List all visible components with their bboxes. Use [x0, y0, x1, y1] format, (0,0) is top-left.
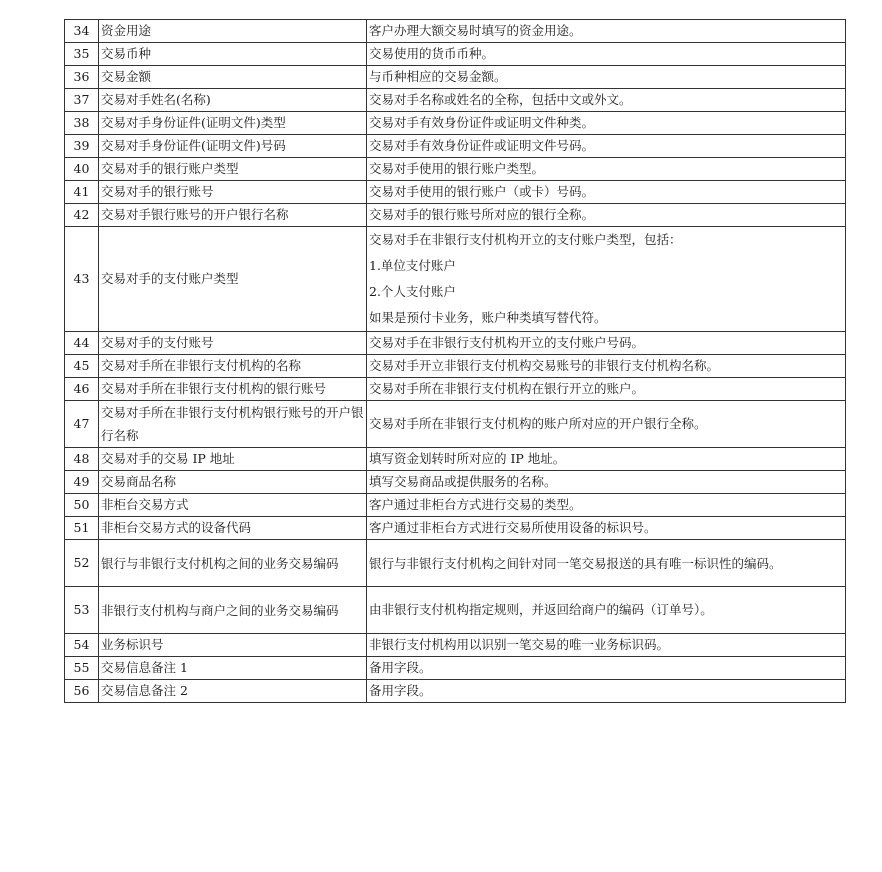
- field-name: 非柜台交易方式: [99, 494, 367, 517]
- field-name: 交易对手银行账号的开户银行名称: [99, 204, 367, 227]
- table-row: [65, 517, 846, 540]
- field-description: 交易对手有效身份证件或证明文件种类。: [367, 112, 846, 135]
- field-name: 交易金额: [99, 66, 367, 89]
- field-name: 交易对手身份证件(证明文件)类型: [99, 112, 367, 135]
- row-number: 52: [65, 540, 99, 587]
- field-description: 交易对手的银行账号所对应的银行全称。: [367, 204, 846, 227]
- table-row: [65, 158, 846, 181]
- row-number: 37: [65, 89, 99, 112]
- table-row: [65, 135, 846, 158]
- table-row: [65, 181, 846, 204]
- field-description: 填写资金划转时所对应的 IP 地址。: [367, 448, 846, 471]
- row-number: 41: [65, 181, 99, 204]
- field-description: 交易使用的货币币种。: [367, 43, 846, 66]
- field-name: 非银行支付机构与商户之间的业务交易编码: [99, 587, 367, 634]
- field-description: 与币种相应的交易金额。: [367, 66, 846, 89]
- field-description: 备用字段。: [367, 680, 846, 703]
- table-row: [65, 355, 846, 378]
- row-number: 56: [65, 680, 99, 703]
- row-number: 44: [65, 332, 99, 355]
- field-name: 交易对手所在非银行支付机构的名称: [99, 355, 367, 378]
- row-number: 49: [65, 471, 99, 494]
- row-number: 54: [65, 634, 99, 657]
- row-number: 43: [65, 227, 99, 332]
- row-number: 40: [65, 158, 99, 181]
- field-name: 交易信息备注 2: [99, 680, 367, 703]
- table-row: [65, 587, 846, 634]
- field-description: 交易对手名称或姓名的全称，包括中文或外文。: [367, 89, 846, 112]
- field-description: 交易对手有效身份证件或证明文件号码。: [367, 135, 846, 158]
- field-name: 业务标识号: [99, 634, 367, 657]
- field-description: 银行与非银行支付机构之间针对同一笔交易报送的具有唯一标识性的编码。: [367, 540, 846, 587]
- field-description: [367, 227, 846, 332]
- field-name: 交易对手姓名(名称): [99, 89, 367, 112]
- row-number: 51: [65, 517, 99, 540]
- field-name: 交易对手所在非银行支付机构的银行账号: [99, 378, 367, 401]
- row-number: 36: [65, 66, 99, 89]
- field-name: 交易对手身份证件(证明文件)号码: [99, 135, 367, 158]
- table-row: [65, 20, 846, 43]
- row-number: 50: [65, 494, 99, 517]
- description-line: 1.单位支付账户: [369, 258, 456, 273]
- row-number: 46: [65, 378, 99, 401]
- row-number: 55: [65, 657, 99, 680]
- field-description: 交易对手使用的银行账户类型。: [367, 158, 846, 181]
- table-row: [65, 227, 846, 332]
- description-line: 如果是预付卡业务，账户种类填写替代符。: [369, 310, 607, 325]
- table-row: [65, 66, 846, 89]
- table-row: [65, 634, 846, 657]
- row-number: 39: [65, 135, 99, 158]
- row-number: 45: [65, 355, 99, 378]
- row-number: 34: [65, 20, 99, 43]
- field-description: 交易对手所在非银行支付机构的账户所对应的开户银行全称。: [367, 401, 846, 448]
- field-description: 客户通过非柜台方式进行交易所使用设备的标识号。: [367, 517, 846, 540]
- field-description: 客户办理大额交易时填写的资金用途。: [367, 20, 846, 43]
- table-row: [65, 112, 846, 135]
- table-row: [65, 680, 846, 703]
- field-name: 交易对手的支付账号: [99, 332, 367, 355]
- field-name: 交易信息备注 1: [99, 657, 367, 680]
- field-name: 交易对手所在非银行支付机构银行账号的开户银行名称: [99, 401, 367, 448]
- description-line: 2.个人支付账户: [369, 284, 456, 299]
- field-description: 非银行支付机构用以识别一笔交易的唯一业务标识码。: [367, 634, 846, 657]
- field-name: 交易币种: [99, 43, 367, 66]
- row-number: 48: [65, 448, 99, 471]
- field-name: 交易对手的支付账户类型: [99, 227, 367, 332]
- table-row: [65, 378, 846, 401]
- table-row: [65, 657, 846, 680]
- field-name: 银行与非银行支付机构之间的业务交易编码: [99, 540, 367, 587]
- field-description: 客户通过非柜台方式进行交易的类型。: [367, 494, 846, 517]
- row-number: 42: [65, 204, 99, 227]
- field-description: 交易对手在非银行支付机构开立的支付账户号码。: [367, 332, 846, 355]
- row-number: 38: [65, 112, 99, 135]
- table-row: [65, 471, 846, 494]
- table-row: [65, 448, 846, 471]
- field-name: 交易对手的交易 IP 地址: [99, 448, 367, 471]
- field-description: 交易对手开立非银行支付机构交易账号的非银行支付机构名称。: [367, 355, 846, 378]
- table-row: [65, 540, 846, 587]
- description-line: 交易对手在非银行支付机构开立的支付账户类型，包括：: [369, 232, 682, 247]
- row-number: 53: [65, 587, 99, 634]
- table-row: [65, 43, 846, 66]
- row-number: 47: [65, 401, 99, 448]
- table-row: [65, 401, 846, 448]
- table-row: [65, 494, 846, 517]
- field-name: 交易商品名称: [99, 471, 367, 494]
- table-row: [65, 89, 846, 112]
- field-description: 交易对手使用的银行账户（或卡）号码。: [367, 181, 846, 204]
- table-row: [65, 332, 846, 355]
- field-name: 非柜台交易方式的设备代码: [99, 517, 367, 540]
- field-name: 交易对手的银行账号: [99, 181, 367, 204]
- field-name: 交易对手的银行账户类型: [99, 158, 367, 181]
- field-definition-table: [64, 19, 846, 703]
- field-description: 由非银行支付机构指定规则，并返回给商户的编码（订单号）。: [367, 587, 846, 634]
- field-description: 备用字段。: [367, 657, 846, 680]
- field-description: 交易对手所在非银行支付机构在银行开立的账户。: [367, 378, 846, 401]
- field-description: 填写交易商品或提供服务的名称。: [367, 471, 846, 494]
- field-name: 资金用途: [99, 20, 367, 43]
- table-row: [65, 204, 846, 227]
- row-number: 35: [65, 43, 99, 66]
